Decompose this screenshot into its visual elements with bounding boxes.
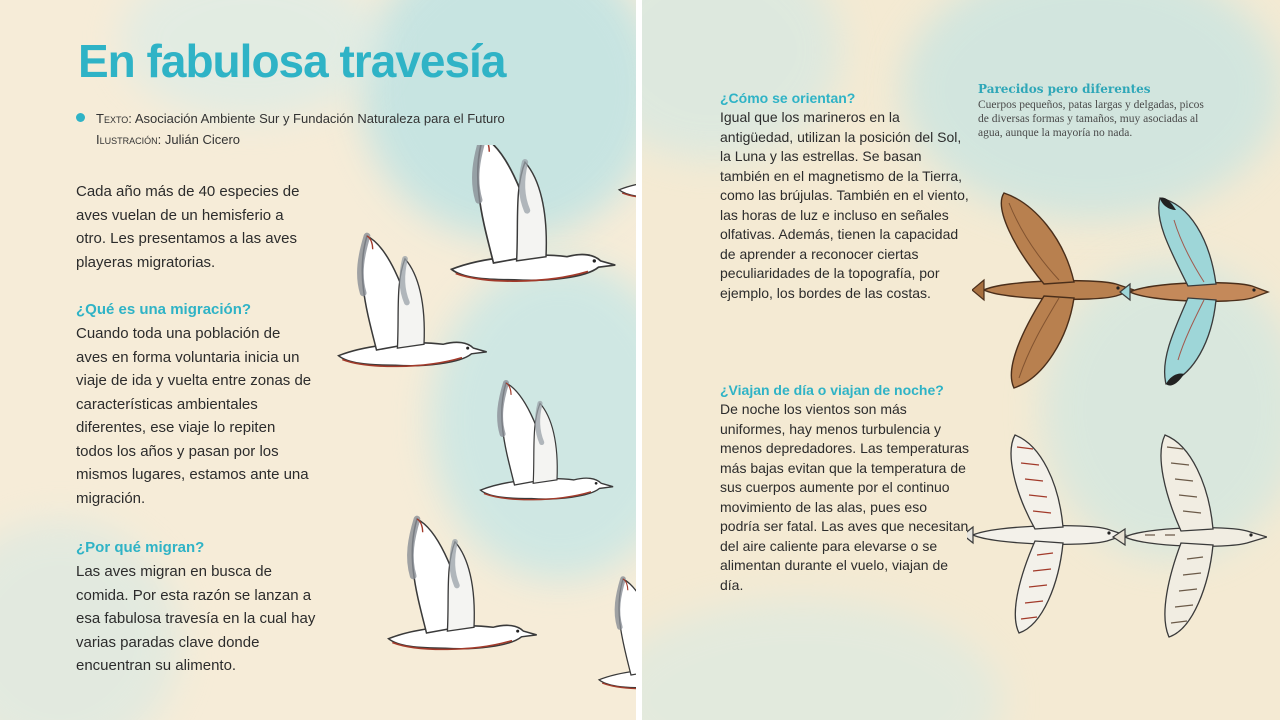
section-heading-migracion: ¿Qué es una migración? [76,301,252,318]
right-page [642,0,1280,720]
left-page [0,0,636,720]
credits-illustration-value: Julián Cicero [164,132,241,147]
section-body-por-que: Las aves migran en busca de comida. Por esta razón se lanzan a esa fabulosa travesía en la cual hay varias paradas clave donde encuentran su alimento. [76,563,316,674]
section-heading-orientan: ¿Cómo se orientan? [720,90,856,106]
credits-text-label: Texto: [96,111,132,126]
credits-text-value: Asociación Ambiente Sur y Fundación Naturaleza para el Futuro [134,111,505,126]
striped-birds-illustration [967,425,1267,640]
bullet-icon [76,113,85,122]
credits-text-line [96,108,505,129]
credits [96,108,505,150]
intro-paragraph: Cada año más de 40 especies de aves vuelan de un hemisferio a otro. Les presentamos a las aves playeras migratorias. [76,183,300,271]
section-body-migracion: Cuando toda una población de aves en forma voluntaria inicia un viaje de ida y vuelta entre zonas de características ambientales diferentes, ese viaje lo repiten todos los años y pasan por los mismos lugares, estamos ante una migración. [76,325,312,507]
flying-birds-illustration [325,145,636,720]
section-heading-por-que: ¿Por qué migran? [76,539,205,556]
sidebar-body: Cuerpos pequeños, patas largas y delgadas, picos de diversas formas y tamaños, muy asociadas al agua, aunque la mayoría no nada. [978,99,1204,139]
credits-illustration-label: Ilustración: [96,132,162,147]
section-body-orientan: Igual que los marineros en la antigüedad, utilizan la posición del Sol, la Luna y las estrellas. Se basan también en el magnetismo de la Tierra, como las brújulas. También en el viento, las horas de luz e incluso en señales olfativas. Además, tienen la capacidad de aprender a reconocer ciertas peculiaridades de la topografía, por ejemplo, los bordes de las costas. [720,109,969,301]
sidebar-title: Parecidos pero diferentes [978,82,1151,96]
brown-birds-illustration [972,188,1272,398]
page-title: En fabulosa travesía [78,35,506,87]
section-body-dia-noche: De noche los vientos son más uniformes, hay menos turbulencia y menos depredadores. Las temperaturas más bajas evitan que la temperatura de sus cuerpos aumente por el continuo movimiento de las alas, pues eso podría ser fatal. Las aves que necesitan del aire caliente para elevarse o se alimentan durante el vuelo, viajan de día. [720,401,970,593]
section-heading-dia-noche: ¿Viajan de día o viajan de noche? [720,382,944,398]
